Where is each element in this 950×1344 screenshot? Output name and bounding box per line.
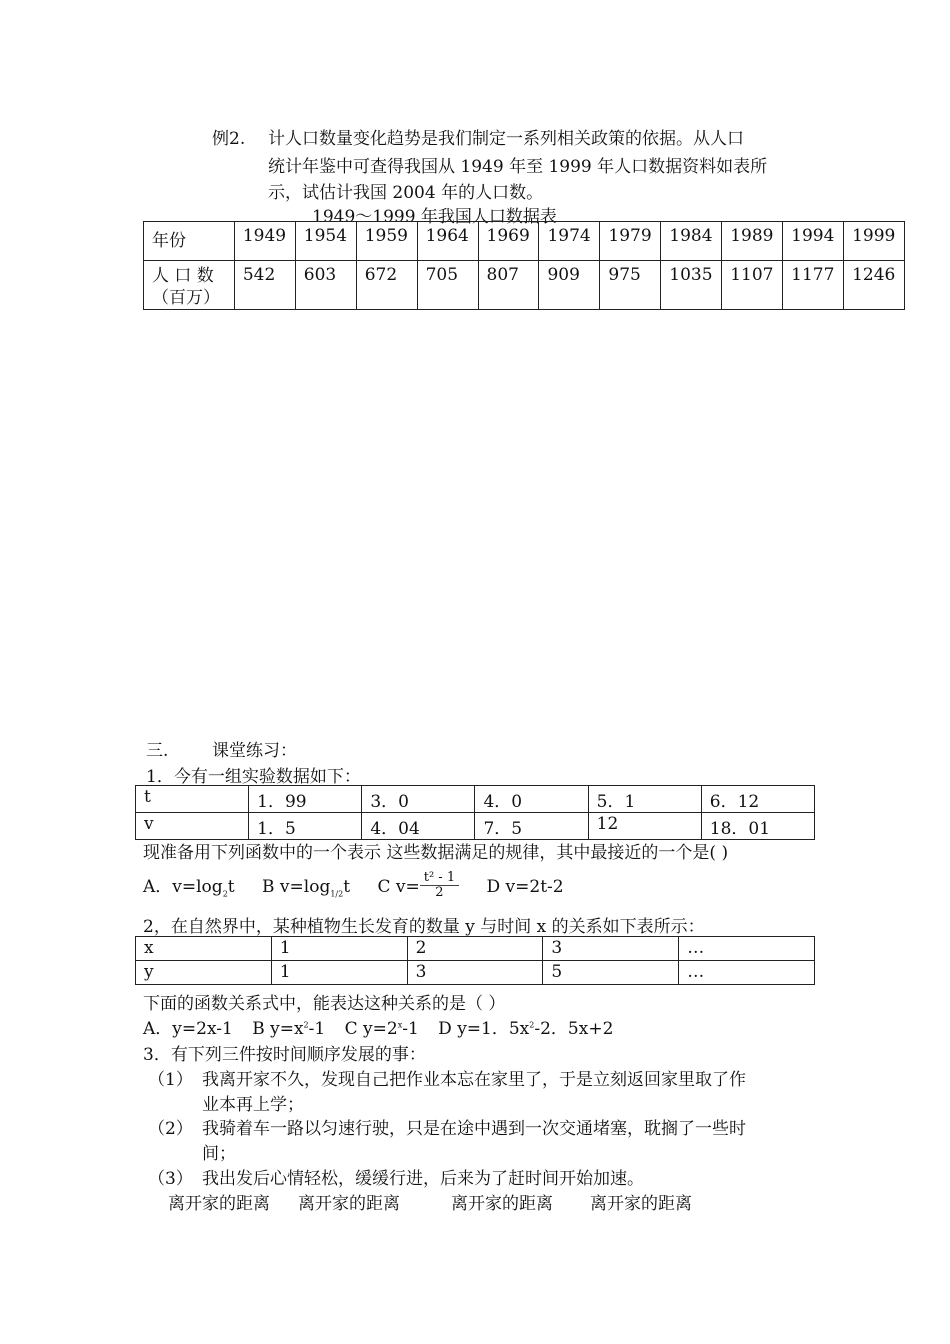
table-row [136, 786, 815, 813]
table-cell: … [679, 937, 815, 961]
table-cell: 4．0 [475, 786, 588, 813]
example-text-line-2: 统计年鉴中可查得我国从 1949 年至 1999 年人口数据资料如表所 [268, 157, 768, 177]
example-text-line-3: 示，试估计我国 2004 年的人口数。 [268, 183, 544, 203]
q3-item-2-line1: 我骑着车一路以匀速行驶，只是在途中遇到一次交通堵塞，耽搁了一些时 [202, 1119, 746, 1139]
row-header-t: t [136, 786, 249, 813]
table-cell: 1107 [722, 261, 783, 310]
example-text-line-1: 计人口数量变化趋势是我们制定一系列相关政策的依据。从人口 [268, 129, 744, 149]
table-cell: 5 [543, 961, 679, 985]
table-cell: 603 [295, 261, 356, 310]
fraction: $\frac{\text{t² - 1}}{2}$ [420, 871, 459, 900]
q3-item-2-line2: 间； [202, 1144, 236, 1164]
q3-item-2-num: （2） [148, 1119, 193, 1139]
experiment-table [135, 785, 815, 840]
row-header-population-line1: 人 口 数 [152, 266, 214, 286]
q2-option-d: D y=1．$5x^2-2$．5x+2 [438, 1019, 614, 1039]
table-cell: 975 [600, 261, 661, 310]
row-header-population-line2: （百万） [152, 288, 220, 308]
q3-item-1-line1: 我离开家不久，发现自己把作业本忘在家里了，于是立刻返回家里取了作 [202, 1070, 746, 1090]
row-header-population [144, 261, 235, 310]
table-cell: 18．01 [701, 813, 814, 840]
q2-intro: 2，在自然界中，某种植物生长发育的数量 y 与时间 x 的关系如下表所示： [143, 917, 705, 937]
table-cell: 1999 [844, 222, 905, 261]
graph-label-2: 离开家的距离 [298, 1194, 400, 1214]
row-header-y: y [136, 961, 272, 985]
table-caption: 1949～1999 年我国人口数据表 [312, 207, 557, 227]
graph-label-3: 离开家的距离 [451, 1194, 553, 1214]
q1-option-d: D v=2t-2 [486, 877, 564, 897]
table-cell: 7．5 [475, 813, 588, 840]
table-cell: 2 [407, 937, 543, 961]
table-cell: 6．12 [701, 786, 814, 813]
q3-intro: 3．有下列三件按时间顺序发展的事： [143, 1045, 426, 1065]
q2-options [143, 1014, 613, 1039]
table-cell: 1035 [661, 261, 722, 310]
table-cell: 3．0 [362, 786, 475, 813]
table-row [136, 937, 815, 961]
table-cell: 12 [588, 813, 701, 840]
q2-option-c: C $y=2^x-1$ [344, 1019, 419, 1039]
row-header-x: x [136, 937, 272, 961]
q3-item-1-num: （1） [148, 1070, 193, 1090]
section-number: 三. [146, 741, 169, 761]
q1-option-b: B $v=\log_{1/2}t$ [262, 877, 351, 899]
table-cell: 1954 [295, 222, 356, 261]
q2-option-a: A．y=2x-1 [143, 1019, 233, 1039]
q1-option-a: A．$v=\log_2t$ [143, 877, 235, 899]
table-cell: 672 [356, 261, 417, 310]
q2-option-b: B $y=x^2-1$ [252, 1019, 326, 1039]
row-header-year: 年份 [144, 222, 235, 261]
table-cell: 807 [478, 261, 539, 310]
table-row [144, 222, 905, 261]
table-row [144, 261, 905, 310]
graph-label-1: 离开家的距离 [168, 1194, 270, 1214]
q3-item-1-line2: 业本再上学； [202, 1095, 304, 1115]
q3-item-3-num: （3） [148, 1169, 193, 1189]
table-cell: 1949 [234, 222, 295, 261]
table-cell: 1．5 [249, 813, 362, 840]
q3-item-3-line1: 我出发后心情轻松，缓缓行进，后来为了赶时间开始加速。 [202, 1169, 644, 1189]
table-cell: 1964 [417, 222, 478, 261]
table-row [136, 961, 815, 985]
table-cell: 1994 [783, 222, 844, 261]
table-cell: 5．1 [588, 786, 701, 813]
q1-options [143, 872, 586, 902]
table-cell: 705 [417, 261, 478, 310]
section-heading: 课堂练习： [212, 741, 297, 761]
table-cell: 1984 [661, 222, 722, 261]
table-row [136, 813, 815, 840]
table-cell: 1177 [783, 261, 844, 310]
table-cell: 1959 [356, 222, 417, 261]
q1-prompt: 现准备用下列函数中的一个表示 这些数据满足的规律，其中最接近的一个是( ) [143, 843, 729, 863]
graph-label-4: 离开家的距离 [590, 1194, 692, 1214]
table-cell: … [679, 961, 815, 985]
q2-prompt: 下面的函数关系式中，能表达这种关系的是（ ） [143, 994, 506, 1014]
table-cell: 1 [271, 961, 407, 985]
growth-table [135, 936, 815, 985]
table-cell: 1969 [478, 222, 539, 261]
q1-option-c: C v= $\frac{\text{t² - 1}}{2}$ [377, 877, 459, 897]
population-table [143, 221, 905, 310]
table-cell: 1979 [600, 222, 661, 261]
table-cell: 3 [407, 961, 543, 985]
table-cell: 1．99 [249, 786, 362, 813]
table-cell: 4．04 [362, 813, 475, 840]
table-cell: 1246 [844, 261, 905, 310]
table-cell: 1974 [539, 222, 600, 261]
table-cell: 1 [271, 937, 407, 961]
table-cell: 909 [539, 261, 600, 310]
row-header-v: v [136, 813, 249, 840]
q1-intro: 1．今有一组实验数据如下： [146, 767, 361, 787]
table-cell: 3 [543, 937, 679, 961]
example-label: 例2. [212, 129, 246, 149]
table-cell: 542 [234, 261, 295, 310]
table-cell: 1989 [722, 222, 783, 261]
